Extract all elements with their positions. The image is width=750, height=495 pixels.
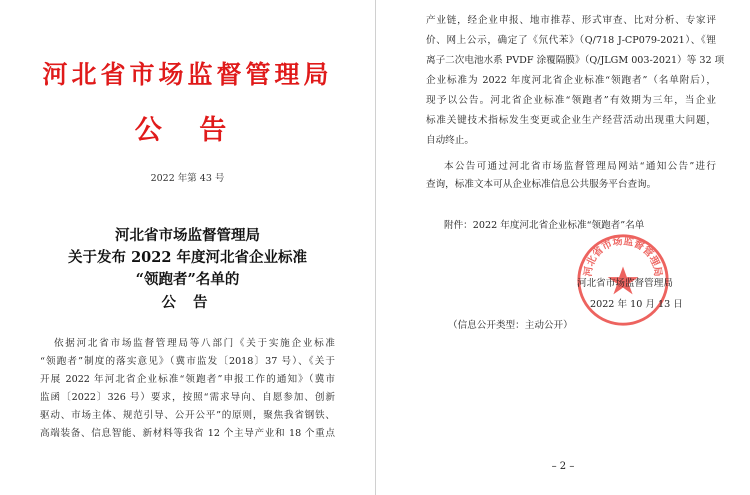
info-disclosure-type: （信息公开类型：主动公开） <box>448 320 573 331</box>
body-line: 标准关键技术指标发生变更或企业生产经营活动出现重大问题， <box>426 115 716 126</box>
body-line: 高端装备、信息智能、新材料等我省 12 个主导产业和 18 个重点 <box>40 428 335 439</box>
doc-title-line: 河北省市场监督管理局 <box>115 227 260 244</box>
body-line: 驱动、市场主体、规范引导、公开公平”的原则，聚焦我省钢铁、 <box>40 410 335 421</box>
body-line: 价、网上公示，确定了《氘代苯》（Q/718 J-CP079-2021）、《锂 <box>426 35 716 46</box>
attachment-line: 附件：2022 年度河北省企业标准“领跑者”名单 <box>444 220 645 231</box>
body-line: 依据河北省市场监督管理局等八部门《关于实施企业标准 <box>54 338 335 349</box>
body-line: 本公告可通过河北省市场监督管理局网站“通知公告”进行 <box>444 161 716 172</box>
signature-date: 2022 年 10 月 13 日 <box>590 299 683 310</box>
red-header-notice-title: 公 告 <box>134 115 241 146</box>
signature-organization: 河北省市场监督管理局 <box>577 278 673 289</box>
svg-text:河北省市场监督管理局: 河北省市场监督管理局 <box>583 236 663 278</box>
body-line: 产业链，经企业申报、地市推荐、形式审查、比对分析、专家评 <box>426 15 716 26</box>
page-number: – 2 – <box>551 461 575 472</box>
body-line: 自动终止。 <box>426 135 474 146</box>
body-line: 企业标准为 2022 年度河北省企业标准“领跑者”（名单附后）， <box>426 75 716 86</box>
doc-title-line: 关于发布 2022 年度河北省企业标准 <box>68 249 307 266</box>
body-line: “领跑者”制度的落实意见》（冀市监发〔2018〕37 号）、《关于 <box>40 356 335 367</box>
red-header-org-title: 河北省市场监督管理局 <box>42 60 333 89</box>
body-line: 查询，标准文本可从企业标准信息公共服务平台查询。 <box>426 179 657 190</box>
body-line: 离子二次电池水系 PVDF 涂覆隔膜》（Q/JLGM 003-2021）等 32 项 <box>426 55 725 66</box>
body-line: 开展 2022 年河北省企业标准“领跑者”申报工作的通知》（冀市 <box>40 374 335 385</box>
issue-number: 2022 年第 43 号 <box>150 173 225 184</box>
right-page <box>376 0 750 495</box>
doc-title-line: “领跑者”名单的 <box>135 271 240 288</box>
body-line: 监函〔2022〕326 号）要求，按照“需求导向、自愿参加、创新 <box>40 392 335 403</box>
body-line: 现予以公告。河北省企业标准“领跑者”有效期为三年，当企业 <box>426 95 716 106</box>
doc-title-line: 公 告 <box>161 294 214 311</box>
